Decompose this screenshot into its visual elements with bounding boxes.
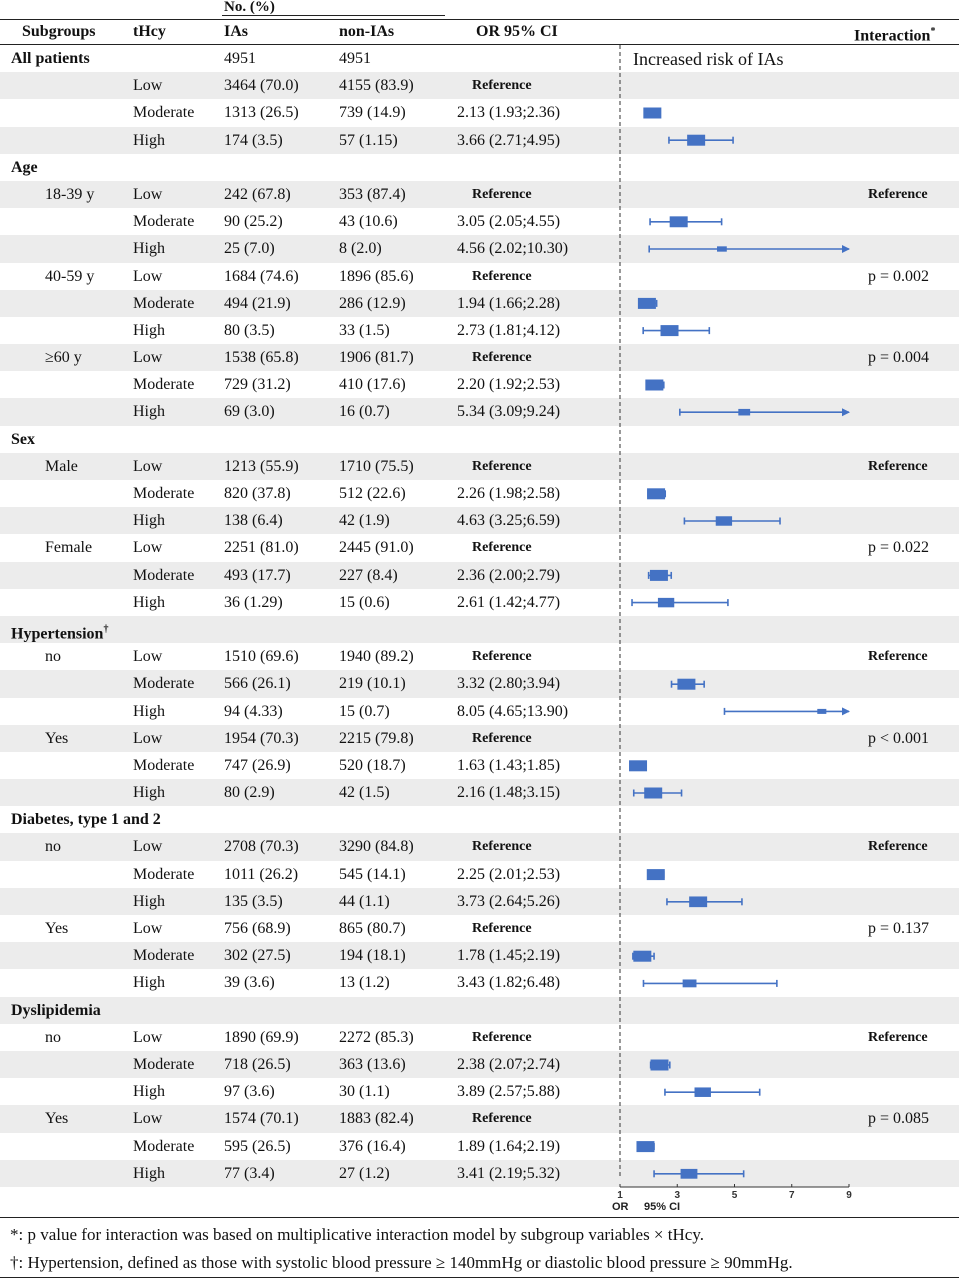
non-ias-count: 739 (14.9) [339,104,406,122]
non-ias-count: 57 (1.15) [339,131,398,149]
thcy-level: High [133,1083,165,1101]
non-ias-count: 512 (22.6) [339,485,406,502]
footnote-interaction: *: p value for interaction was based on multiplicative interaction model by subgroup variables × tHcy. [10,1225,704,1244]
ias-count: 1313 (26.5) [224,104,299,122]
non-ias-count: 44 (1.1) [339,892,390,910]
x-tick-label: 3 [674,1190,681,1201]
or-ci-value: 2.13 (1.93;2.36) [457,104,561,122]
subcategory-label: no [45,838,61,856]
or-point [681,1169,698,1179]
ias-count: 69 (3.0) [224,403,275,421]
subgroup-label: All patients [11,50,90,67]
or-ci-value: Reference [472,268,532,284]
or-point [629,760,647,771]
or-point [695,1087,711,1097]
or-ci-value: 2.61 (1.42;4.77) [457,593,561,611]
or-ci-value: Reference [472,186,532,202]
thcy-level: High [133,974,165,992]
thcy-level: Low [133,920,163,937]
interaction-header: Interaction* [854,26,936,45]
subgroup-label: Sex [11,430,35,448]
or-ci-value: 4.63 (3.25;6.59) [457,512,561,530]
x-tick-label: 9 [846,1190,852,1201]
non-ias-count: 33 (1.5) [339,321,390,339]
thcy-level: Low [133,185,163,203]
or-ci-value: 3.05 (2.05;4.55) [457,213,561,231]
non-ias-count: 1896 (85.6) [339,267,414,285]
interaction-value: Reference [868,186,928,202]
ias-count: 1011 (26.2) [224,865,299,883]
non-ias-count: 4155 (83.9) [339,77,414,95]
subcategory-label: Yes [45,1110,69,1128]
ias-count: 595 (26.5) [224,1137,291,1155]
subcategory-label: Yes [45,920,69,937]
or-point [817,709,826,714]
non-ias-count: 353 (87.4) [339,185,406,203]
footnote-rule [0,1217,959,1218]
ias-count: 90 (25.2) [224,213,283,231]
x-tick-label: 1 [617,1190,623,1201]
or-ci-value: 2.26 (1.98;2.58) [457,485,561,502]
thcy-level: Moderate [133,294,195,312]
ias-count: 80 (2.9) [224,784,275,802]
interaction-value: Reference [868,839,928,855]
ias-count: 493 (17.7) [224,566,291,584]
or-point [677,679,695,690]
ias-count: 94 (4.33) [224,702,283,720]
thcy-level: High [133,403,165,421]
thcy-level: High [133,131,165,149]
or-ci-value: 2.73 (1.81;4.12) [457,321,561,339]
or-point [633,951,651,962]
footnote-hypertension: †: Hypertension, defined as those with systolic blood pressure ≥ 140mmHg or diastolic blood pressure ≥ 90mmHg. [10,1253,793,1272]
non-ias-count: 227 (8.4) [339,566,398,584]
or-point [670,216,688,227]
or-point [647,488,665,499]
ias-count: 2251 (81.0) [224,539,299,557]
subgroup-label: Dyslipidemia [11,1001,101,1019]
ias-count: 1213 (55.9) [224,457,299,475]
ias-count: 1510 (69.6) [224,648,299,666]
or-ci-value: 3.73 (2.64;5.26) [457,892,561,910]
thcy-level: High [133,321,165,339]
ias-count: 756 (68.9) [224,920,291,937]
or-point [643,108,661,119]
ci-arrow [842,245,850,253]
subcategory-label: Female [45,539,93,557]
or-ci-value: 3.32 (2.80;3.94) [457,675,561,693]
or-ci-value: 5.34 (3.09;9.24) [457,403,561,421]
non-ias-count: 27 (1.2) [339,1164,390,1182]
subcategory-label: Yes [45,729,69,747]
non-ias-count: 4951 [339,50,371,67]
ias-count: 1684 (74.6) [224,267,299,285]
or-ci-value: 1.94 (1.66;2.28) [457,294,561,312]
thcy-level: Moderate [133,376,195,394]
thcy-level: Low [133,539,163,557]
or-ci-value: Reference [472,921,532,936]
or-point [683,979,697,987]
thcy-level: Moderate [133,1055,195,1073]
or-point [716,516,732,525]
subcategory-label: 18-39 y [45,185,95,203]
or-ci-value: 1.63 (1.43;1.85) [457,756,561,774]
thcy-level: Moderate [133,485,195,502]
or-point [645,380,663,391]
or-ci-value: 3.66 (2.71;4.95) [457,131,561,149]
ias-count: 135 (3.5) [224,892,283,910]
thcy-level: High [133,512,165,530]
thcy-header: tHcy [133,23,166,40]
non-ias-count: 545 (14.1) [339,865,406,883]
or-ci-value: 8.05 (4.65;13.90) [457,702,569,720]
ias-count: 729 (31.2) [224,376,291,394]
non-ias-count: 1883 (82.4) [339,1110,414,1128]
non-ias-count: 410 (17.6) [339,376,406,394]
thcy-level: Low [133,648,163,666]
or-ci-value: 1.89 (1.64;2.19) [457,1137,561,1155]
non-ias-count: 363 (13.6) [339,1055,406,1073]
ias-count: 80 (3.5) [224,321,275,339]
thcy-level: Moderate [133,865,195,883]
ias-count: 39 (3.6) [224,974,275,992]
or-ci-value: 2.36 (2.00;2.79) [457,566,561,584]
subgroup-label: Diabetes, type 1 and 2 [11,811,161,829]
non-ias-count: 43 (10.6) [339,213,398,231]
thcy-level: Moderate [133,104,195,122]
or-ci-value: Reference [472,350,532,366]
thcy-level: High [133,892,165,910]
or-point [636,1141,654,1152]
or-ci-value: 4.56 (2.02;10.30) [457,240,569,258]
or-ci-header: OR 95% CI [476,23,558,40]
thcy-level: Low [133,838,163,856]
non-ias-count: 376 (16.4) [339,1137,406,1155]
ias-count: 1574 (70.1) [224,1110,299,1128]
interaction-value: p = 0.004 [868,349,930,367]
ci-arrow [842,408,850,416]
non-ias-count: 15 (0.6) [339,593,390,611]
non-ias-count: 2215 (79.8) [339,729,414,747]
or-point [717,246,727,251]
thcy-level: Moderate [133,675,195,693]
ci-arrow [842,707,850,715]
non-ias-count: 286 (12.9) [339,294,406,312]
thcy-level: Moderate [133,756,195,774]
ias-count: 2708 (70.3) [224,838,299,856]
ias-count: 302 (27.5) [224,947,291,965]
or-point [687,135,705,146]
or-ci-value: Reference [472,1111,532,1127]
ias-count: 242 (67.8) [224,185,291,203]
or-ci-value: Reference [472,540,532,556]
interaction-value: Reference [868,458,928,474]
ias-count: 4951 [224,50,256,67]
non-ias-count: 13 (1.2) [339,974,390,992]
ias-count: 138 (6.4) [224,512,283,530]
subcategory-label: ≥60 y [45,349,82,367]
thcy-level: Low [133,1110,163,1128]
non-ias-count: 1940 (89.2) [339,648,414,666]
or-ci-value: Reference [472,649,532,665]
interaction-value: p < 0.001 [868,729,930,747]
or-point [638,298,656,309]
interaction-value: p = 0.022 [868,539,930,557]
non-ias-count: 42 (1.5) [339,784,390,802]
ias-count: 494 (21.9) [224,294,291,312]
ias-count: 718 (26.5) [224,1055,291,1073]
non-ias-count: 15 (0.7) [339,702,390,720]
thcy-level: Low [133,729,163,747]
thcy-level: High [133,702,165,720]
subcategory-label: no [45,648,61,666]
non-ias-count: 1906 (81.7) [339,349,414,367]
non-ias-count: 42 (1.9) [339,512,390,530]
ias-count: 77 (3.4) [224,1164,275,1182]
or-ci-value: 2.38 (2.07;2.74) [457,1055,561,1073]
bottom-rule [0,1277,959,1278]
or-point [658,598,674,607]
or-point [738,409,750,416]
non-ias-header: non-IAs [339,23,395,40]
or-ci-value: Reference [472,458,532,474]
subcategory-label: Male [45,457,78,475]
or-ci-value: 2.16 (1.48;3.15) [457,784,561,802]
thcy-level: Low [133,77,163,95]
interaction-value: p = 0.137 [868,920,930,937]
thcy-level: High [133,1164,165,1182]
subcategory-label: no [45,1028,61,1046]
non-ias-count: 865 (80.7) [339,920,406,937]
ias-count: 1538 (65.8) [224,349,299,367]
interaction-value: p = 0.002 [868,267,930,285]
ias-count: 36 (1.29) [224,593,283,611]
interaction-value: p = 0.085 [868,1110,930,1128]
thcy-level: Low [133,1028,163,1046]
non-ias-count: 194 (18.1) [339,947,406,965]
thcy-level: High [133,784,165,802]
ias-count: 3464 (70.0) [224,77,299,95]
subgroup-label: Hypertension† [11,623,109,643]
or-ci-value: 3.89 (2.57;5.88) [457,1083,561,1101]
or-point [650,570,668,581]
axis-ci-label: 95% CI [644,1201,681,1213]
x-tick-label: 5 [731,1190,738,1201]
non-ias-count: 2272 (85.3) [339,1028,414,1046]
non-ias-count: 1710 (75.5) [339,457,414,475]
interaction-value: Reference [868,1029,928,1045]
thcy-level: Low [133,457,163,475]
ias-count: 747 (26.9) [224,756,291,774]
thcy-level: High [133,593,165,611]
x-tick-label: 7 [788,1190,795,1201]
non-ias-count: 2445 (91.0) [339,539,414,557]
ias-count: 174 (3.5) [224,131,283,149]
or-point [651,1060,669,1071]
interaction-value: Reference [868,649,928,665]
ias-header: IAs [224,23,249,40]
or-ci-value: 3.43 (1.82;6.48) [457,974,561,992]
ias-count: 25 (7.0) [224,240,275,258]
or-ci-value: 3.41 (2.19;5.32) [457,1164,561,1182]
non-ias-count: 3290 (84.8) [339,838,414,856]
ias-count: 97 (3.6) [224,1083,275,1101]
subcategory-label: 40-59 y [45,267,95,285]
thcy-level: Moderate [133,566,195,584]
or-point [661,325,679,336]
subgroup-label: Age [11,158,38,176]
ias-count: 820 (37.8) [224,485,291,502]
ias-count: 1890 (69.9) [224,1028,299,1046]
thcy-level: Moderate [133,947,195,965]
or-point [647,869,665,880]
axis-or-label: OR [612,1201,629,1213]
or-ci-value: 2.25 (2.01;2.53) [457,865,561,883]
thcy-level: Moderate [133,213,195,231]
thcy-level: Moderate [133,1137,195,1155]
thcy-level: Low [133,349,163,367]
risk-label: Increased risk of IAs [633,49,784,69]
non-ias-count: 219 (10.1) [339,675,406,693]
thcy-level: High [133,240,165,258]
no-pct-header: No. (%) [224,0,275,15]
subgroups-header: Subgroups [22,23,96,40]
ias-count: 566 (26.1) [224,675,291,693]
or-ci-value: 1.78 (1.45;2.19) [457,947,561,965]
non-ias-count: 16 (0.7) [339,403,390,421]
non-ias-count: 520 (18.7) [339,756,406,774]
or-point [689,896,707,907]
or-ci-value: Reference [472,839,532,855]
or-point [644,788,662,799]
or-ci-value: Reference [472,730,532,746]
ias-count: 1954 (70.3) [224,729,299,747]
or-ci-value: Reference [472,78,532,94]
non-ias-count: 30 (1.1) [339,1083,390,1101]
or-ci-value: 2.20 (1.92;2.53) [457,376,561,394]
thcy-level: Low [133,267,163,285]
non-ias-count: 8 (2.0) [339,240,382,258]
or-ci-value: Reference [472,1029,532,1045]
